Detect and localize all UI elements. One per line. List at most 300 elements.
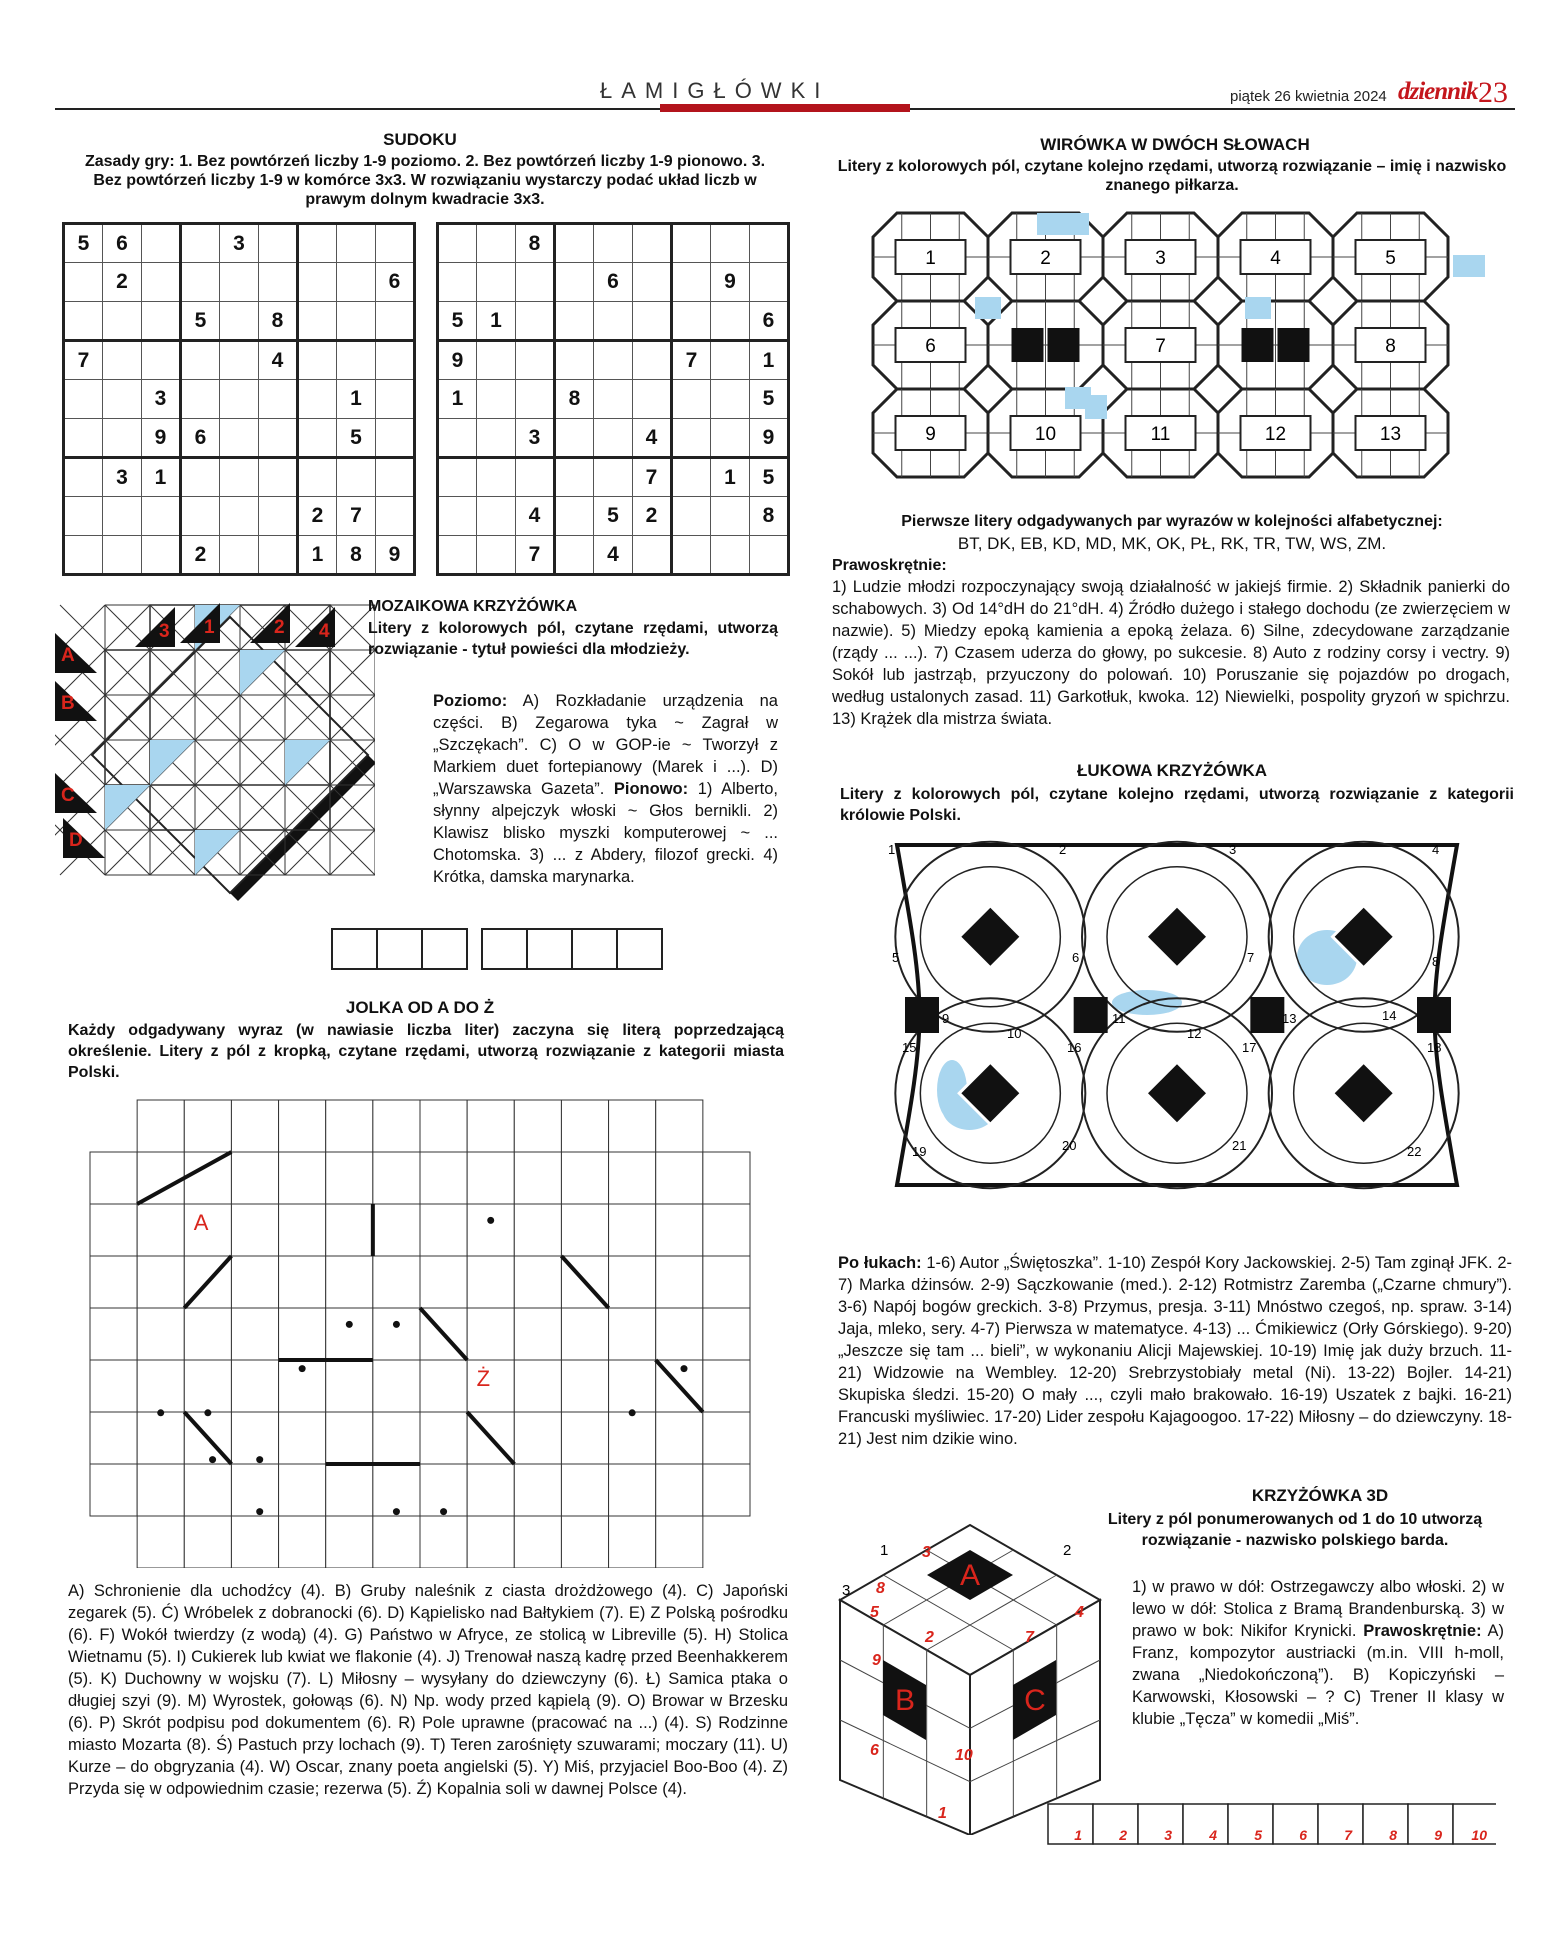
jolka-cell[interactable] bbox=[703, 1412, 750, 1464]
sudoku-cell[interactable] bbox=[64, 263, 103, 302]
jolka-cell[interactable] bbox=[514, 1204, 561, 1256]
sudoku-cell[interactable]: 1 bbox=[711, 458, 750, 497]
sudoku-cell[interactable]: 7 bbox=[672, 341, 711, 380]
jolka-cell[interactable] bbox=[609, 1256, 656, 1308]
jolka-cell[interactable] bbox=[420, 1152, 467, 1204]
jolka-cell[interactable] bbox=[561, 1464, 608, 1516]
sudoku-cell[interactable] bbox=[298, 341, 337, 380]
sudoku-cell[interactable] bbox=[259, 497, 298, 536]
jolka-cell[interactable] bbox=[373, 1204, 420, 1256]
jolka-cell[interactable] bbox=[514, 1152, 561, 1204]
sudoku-cell[interactable]: 3 bbox=[103, 458, 142, 497]
sudoku-cell[interactable]: 5 bbox=[337, 419, 376, 458]
sudoku-cell[interactable]: 5 bbox=[64, 224, 103, 263]
sudoku-cell[interactable] bbox=[516, 458, 555, 497]
jolka-cell[interactable] bbox=[137, 1360, 184, 1412]
krzyz3d-prawo: A) Franz, kompozytor austriacki (m.in. VIII h-moll, zwana „Niedokończoną”). B) Kopiczyński – Karwowski, Kłosowski – ? C) Trener II klasy w klubie „Tęcza” w komedii „Miś”. bbox=[1132, 1622, 1504, 1728]
sudoku-cell[interactable] bbox=[64, 536, 103, 575]
sudoku-cell[interactable] bbox=[672, 263, 711, 302]
sudoku-cell[interactable]: 9 bbox=[142, 419, 181, 458]
answer-box[interactable] bbox=[1228, 1804, 1273, 1844]
sudoku-cell[interactable] bbox=[711, 302, 750, 341]
sudoku-cell[interactable] bbox=[259, 536, 298, 575]
jolka-cell[interactable] bbox=[326, 1308, 373, 1360]
sudoku-cell[interactable] bbox=[672, 224, 711, 263]
answer-box[interactable] bbox=[527, 929, 572, 969]
sudoku-cell[interactable] bbox=[103, 341, 142, 380]
answer-box[interactable] bbox=[1318, 1804, 1363, 1844]
sudoku-cell[interactable]: 1 bbox=[438, 380, 477, 419]
jolka-cell[interactable] bbox=[514, 1464, 561, 1516]
sudoku-cell[interactable] bbox=[594, 302, 633, 341]
sudoku-cell[interactable]: 8 bbox=[555, 380, 594, 419]
jolka-cell[interactable] bbox=[656, 1256, 703, 1308]
sudoku-cell[interactable]: 6 bbox=[103, 224, 142, 263]
jolka-cell[interactable] bbox=[326, 1412, 373, 1464]
answer-box[interactable] bbox=[1093, 1804, 1138, 1844]
sudoku-cell[interactable]: 4 bbox=[594, 536, 633, 575]
sudoku-cell[interactable] bbox=[477, 263, 516, 302]
jolka-cell[interactable] bbox=[514, 1412, 561, 1464]
sudoku-cell[interactable] bbox=[594, 419, 633, 458]
sudoku-cell[interactable]: 8 bbox=[750, 497, 789, 536]
sudoku-cell[interactable] bbox=[376, 380, 415, 419]
answer-box[interactable] bbox=[1408, 1804, 1453, 1844]
sudoku-cell[interactable] bbox=[142, 302, 181, 341]
jolka-cell[interactable] bbox=[279, 1516, 326, 1568]
sudoku-cell[interactable] bbox=[220, 341, 259, 380]
sudoku-cell[interactable] bbox=[142, 497, 181, 536]
sudoku-cell[interactable] bbox=[516, 341, 555, 380]
jolka-cell[interactable] bbox=[90, 1412, 137, 1464]
sudoku-cell[interactable]: 9 bbox=[376, 536, 415, 575]
jolka-cell[interactable] bbox=[467, 1464, 514, 1516]
sudoku-cell[interactable]: 1 bbox=[298, 536, 337, 575]
jolka-cell[interactable] bbox=[609, 1204, 656, 1256]
sudoku-cell[interactable] bbox=[142, 263, 181, 302]
jolka-cell[interactable] bbox=[514, 1516, 561, 1568]
sudoku-cell[interactable] bbox=[555, 536, 594, 575]
jolka-cell[interactable] bbox=[231, 1100, 278, 1152]
sudoku-cell[interactable] bbox=[711, 497, 750, 536]
jolka-cell[interactable] bbox=[609, 1412, 656, 1464]
sudoku-cell[interactable] bbox=[103, 536, 142, 575]
sudoku-cell[interactable]: 7 bbox=[633, 458, 672, 497]
jolka-cell[interactable] bbox=[703, 1204, 750, 1256]
answer-box-number: 5 bbox=[1254, 1827, 1262, 1843]
jolka-cell[interactable] bbox=[231, 1516, 278, 1568]
sudoku-cell[interactable] bbox=[337, 224, 376, 263]
jolka-cell[interactable] bbox=[561, 1152, 608, 1204]
sudoku-cell[interactable]: 5 bbox=[181, 302, 220, 341]
sudoku-cell[interactable] bbox=[438, 536, 477, 575]
jolka-cell[interactable] bbox=[561, 1516, 608, 1568]
jolka-cell[interactable] bbox=[326, 1204, 373, 1256]
jolka-cell[interactable] bbox=[561, 1100, 608, 1152]
sudoku-cell[interactable] bbox=[750, 536, 789, 575]
jolka-cell[interactable] bbox=[514, 1100, 561, 1152]
jolka-cell[interactable] bbox=[184, 1100, 231, 1152]
jolka-cell[interactable] bbox=[656, 1204, 703, 1256]
jolka-cell[interactable] bbox=[326, 1152, 373, 1204]
sudoku-cell[interactable] bbox=[298, 263, 337, 302]
jolka-cell[interactable] bbox=[420, 1204, 467, 1256]
sudoku-cell[interactable] bbox=[181, 458, 220, 497]
jolka-cell[interactable] bbox=[279, 1308, 326, 1360]
jolka-cell[interactable] bbox=[184, 1308, 231, 1360]
sudoku-cell[interactable] bbox=[672, 458, 711, 497]
jolka-cell[interactable] bbox=[420, 1516, 467, 1568]
jolka-cell[interactable] bbox=[279, 1412, 326, 1464]
sudoku-cell[interactable]: 9 bbox=[711, 263, 750, 302]
sudoku-cell[interactable] bbox=[181, 263, 220, 302]
jolka-cell[interactable] bbox=[231, 1256, 278, 1308]
jolka-cell[interactable] bbox=[184, 1464, 231, 1516]
jolka-cell[interactable] bbox=[137, 1100, 184, 1152]
sudoku-cell[interactable]: 1 bbox=[337, 380, 376, 419]
sudoku-cell[interactable] bbox=[555, 224, 594, 263]
sudoku-cell[interactable] bbox=[181, 380, 220, 419]
sudoku-cell[interactable] bbox=[594, 458, 633, 497]
jolka-cell[interactable] bbox=[656, 1152, 703, 1204]
sudoku-cell[interactable] bbox=[555, 341, 594, 380]
jolka-cell[interactable] bbox=[561, 1412, 608, 1464]
sudoku-cell[interactable] bbox=[64, 380, 103, 419]
sudoku-cell[interactable] bbox=[103, 302, 142, 341]
jolka-cell[interactable] bbox=[279, 1256, 326, 1308]
sudoku-cell[interactable] bbox=[337, 263, 376, 302]
sudoku-cell[interactable] bbox=[438, 419, 477, 458]
page-number: 23 bbox=[1478, 76, 1508, 109]
sudoku-cell[interactable] bbox=[142, 224, 181, 263]
jolka-cell[interactable] bbox=[467, 1152, 514, 1204]
jolka-cell[interactable] bbox=[90, 1464, 137, 1516]
jolka-cell[interactable] bbox=[373, 1256, 420, 1308]
jolka-cell[interactable] bbox=[90, 1204, 137, 1256]
sudoku-cell[interactable] bbox=[750, 263, 789, 302]
jolka-cell[interactable] bbox=[137, 1516, 184, 1568]
sudoku-cell[interactable] bbox=[555, 263, 594, 302]
sudoku-cell[interactable] bbox=[259, 224, 298, 263]
sudoku-cell[interactable] bbox=[477, 341, 516, 380]
sudoku-cell[interactable] bbox=[477, 419, 516, 458]
sudoku-cell[interactable] bbox=[516, 380, 555, 419]
jolka-dot bbox=[393, 1508, 400, 1515]
answer-box[interactable] bbox=[377, 929, 422, 969]
sudoku-cell[interactable] bbox=[633, 341, 672, 380]
jolka-cell[interactable] bbox=[279, 1100, 326, 1152]
sudoku-cell[interactable] bbox=[337, 302, 376, 341]
sudoku-cell[interactable]: 2 bbox=[103, 263, 142, 302]
jolka-cell[interactable] bbox=[703, 1360, 750, 1412]
sudoku-cell[interactable]: 4 bbox=[516, 497, 555, 536]
jolka-cell[interactable] bbox=[467, 1308, 514, 1360]
sudoku-cell[interactable] bbox=[672, 536, 711, 575]
jolka-cell[interactable] bbox=[420, 1412, 467, 1464]
sudoku-cell[interactable] bbox=[711, 536, 750, 575]
sudoku-cell[interactable] bbox=[633, 380, 672, 419]
sudoku-cell[interactable]: 2 bbox=[633, 497, 672, 536]
sudoku-cell[interactable] bbox=[438, 497, 477, 536]
jolka-cell[interactable] bbox=[467, 1256, 514, 1308]
jolka-cell[interactable] bbox=[373, 1100, 420, 1152]
sudoku-cell[interactable] bbox=[220, 497, 259, 536]
sudoku-cell[interactable] bbox=[438, 263, 477, 302]
jolka-cell[interactable] bbox=[703, 1256, 750, 1308]
sudoku-cell[interactable] bbox=[555, 302, 594, 341]
jolka-cell[interactable] bbox=[184, 1516, 231, 1568]
sudoku-cell[interactable] bbox=[181, 497, 220, 536]
sudoku-cell[interactable] bbox=[181, 341, 220, 380]
sudoku-cell[interactable] bbox=[142, 341, 181, 380]
jolka-cell[interactable] bbox=[231, 1308, 278, 1360]
jolka-cell[interactable] bbox=[656, 1412, 703, 1464]
mozaikowa-label: A bbox=[61, 645, 75, 666]
sudoku-cell[interactable]: 7 bbox=[64, 341, 103, 380]
sudoku-cell[interactable]: 3 bbox=[142, 380, 181, 419]
jolka-cell[interactable] bbox=[703, 1308, 750, 1360]
jolka-cell[interactable] bbox=[231, 1464, 278, 1516]
sudoku-cell[interactable] bbox=[298, 380, 337, 419]
jolka-cell[interactable] bbox=[609, 1360, 656, 1412]
sudoku-cell[interactable] bbox=[516, 263, 555, 302]
sudoku-cell[interactable] bbox=[477, 497, 516, 536]
sudoku-cell[interactable]: 5 bbox=[750, 380, 789, 419]
jolka-cell[interactable] bbox=[467, 1516, 514, 1568]
jolka-cell[interactable] bbox=[184, 1152, 231, 1204]
sudoku-cell[interactable] bbox=[337, 458, 376, 497]
jolka-cell[interactable] bbox=[90, 1308, 137, 1360]
jolka-cell[interactable] bbox=[184, 1360, 231, 1412]
answer-box[interactable] bbox=[572, 929, 617, 969]
jolka-cell[interactable] bbox=[231, 1412, 278, 1464]
jolka-cell[interactable] bbox=[137, 1256, 184, 1308]
sudoku-cell[interactable] bbox=[259, 380, 298, 419]
answer-box[interactable] bbox=[482, 929, 527, 969]
sudoku-cell[interactable] bbox=[64, 497, 103, 536]
jolka-cell[interactable] bbox=[373, 1308, 420, 1360]
jolka-cell[interactable] bbox=[373, 1152, 420, 1204]
jolka-cell[interactable] bbox=[467, 1360, 514, 1412]
sudoku-cell[interactable]: 2 bbox=[181, 536, 220, 575]
sudoku-cell[interactable] bbox=[103, 497, 142, 536]
jolka-cell[interactable] bbox=[514, 1308, 561, 1360]
sudoku-cell[interactable] bbox=[64, 458, 103, 497]
jolka-cell[interactable] bbox=[231, 1204, 278, 1256]
sudoku-cell[interactable] bbox=[103, 419, 142, 458]
jolka-cell[interactable] bbox=[703, 1464, 750, 1516]
sudoku-cell[interactable]: 8 bbox=[516, 224, 555, 263]
sudoku-cell[interactable] bbox=[376, 341, 415, 380]
jolka-cell[interactable] bbox=[703, 1152, 750, 1204]
jolka-cell[interactable] bbox=[137, 1152, 184, 1204]
sudoku-cell[interactable] bbox=[477, 458, 516, 497]
sudoku-cell[interactable] bbox=[555, 497, 594, 536]
sudoku-cell[interactable]: 5 bbox=[438, 302, 477, 341]
sudoku-cell[interactable] bbox=[555, 458, 594, 497]
jolka-cell[interactable] bbox=[420, 1360, 467, 1412]
sudoku-cell[interactable] bbox=[220, 302, 259, 341]
sudoku-cell[interactable]: 9 bbox=[750, 419, 789, 458]
sudoku-cell[interactable] bbox=[337, 341, 376, 380]
jolka-cell[interactable] bbox=[467, 1204, 514, 1256]
sudoku-cell[interactable] bbox=[298, 224, 337, 263]
sudoku-cell[interactable] bbox=[220, 263, 259, 302]
jolka-cell[interactable] bbox=[137, 1464, 184, 1516]
jolka-cell[interactable] bbox=[326, 1360, 373, 1412]
jolka-cell[interactable] bbox=[231, 1360, 278, 1412]
jolka-cell[interactable] bbox=[137, 1204, 184, 1256]
sudoku-cell[interactable] bbox=[711, 380, 750, 419]
jolka-cell[interactable] bbox=[420, 1256, 467, 1308]
sudoku-cell[interactable] bbox=[633, 302, 672, 341]
jolka-cell[interactable] bbox=[373, 1360, 420, 1412]
jolka-cell[interactable] bbox=[326, 1100, 373, 1152]
sudoku-cell[interactable]: 3 bbox=[220, 224, 259, 263]
wirowka-number: 3 bbox=[1155, 248, 1166, 269]
answer-box[interactable] bbox=[1138, 1804, 1183, 1844]
sudoku-cell[interactable] bbox=[64, 302, 103, 341]
sudoku-cell[interactable] bbox=[711, 224, 750, 263]
sudoku-cell[interactable] bbox=[220, 458, 259, 497]
sudoku-cell[interactable]: 7 bbox=[516, 536, 555, 575]
sudoku-cell[interactable] bbox=[259, 419, 298, 458]
cube-red-number: 5 bbox=[870, 1604, 879, 1621]
jolka-cell[interactable] bbox=[514, 1360, 561, 1412]
jolka-cell[interactable] bbox=[609, 1152, 656, 1204]
jolka-cell[interactable] bbox=[656, 1308, 703, 1360]
sudoku-cell[interactable]: 6 bbox=[376, 263, 415, 302]
sudoku-cell[interactable] bbox=[298, 419, 337, 458]
sudoku-cell[interactable] bbox=[633, 224, 672, 263]
jolka-cell[interactable] bbox=[514, 1256, 561, 1308]
jolka-cell[interactable] bbox=[609, 1464, 656, 1516]
jolka-cell[interactable] bbox=[326, 1256, 373, 1308]
sudoku-cell[interactable] bbox=[376, 224, 415, 263]
jolka-cell[interactable] bbox=[326, 1516, 373, 1568]
sudoku-cell[interactable]: 6 bbox=[181, 419, 220, 458]
krzyz3d-clues-1: 1) w prawo w dół: Ostrzegawczy albo włoski. 2) w lewo w dół: Stolica z Bramą Brandenburską. 3) w prawo w bok: Nikifor Krynicki. bbox=[1132, 1578, 1504, 1640]
sudoku-cell[interactable] bbox=[103, 380, 142, 419]
jolka-cell[interactable] bbox=[467, 1100, 514, 1152]
sudoku-cell[interactable] bbox=[711, 341, 750, 380]
sudoku-cell[interactable] bbox=[711, 419, 750, 458]
answer-box[interactable] bbox=[422, 929, 467, 969]
sudoku-cell[interactable] bbox=[259, 458, 298, 497]
sudoku-cell[interactable]: 1 bbox=[477, 302, 516, 341]
answer-box[interactable] bbox=[1048, 1804, 1093, 1844]
sudoku-cell[interactable] bbox=[750, 224, 789, 263]
sudoku-cell[interactable] bbox=[181, 224, 220, 263]
jolka-cell[interactable] bbox=[656, 1516, 703, 1568]
jolka-cell[interactable] bbox=[326, 1464, 373, 1516]
sudoku-cell[interactable] bbox=[594, 341, 633, 380]
jolka-cell[interactable] bbox=[561, 1360, 608, 1412]
sudoku-cell[interactable] bbox=[376, 497, 415, 536]
sudoku-cell[interactable] bbox=[142, 536, 181, 575]
sudoku-cell[interactable] bbox=[672, 497, 711, 536]
sudoku-cell[interactable]: 5 bbox=[594, 497, 633, 536]
jolka-cell[interactable] bbox=[279, 1204, 326, 1256]
jolka-cell[interactable] bbox=[656, 1100, 703, 1152]
sudoku-cell[interactable] bbox=[477, 536, 516, 575]
sudoku-cell[interactable]: 8 bbox=[337, 536, 376, 575]
jolka-cell[interactable] bbox=[90, 1256, 137, 1308]
lukowa-number: 1 bbox=[888, 842, 896, 857]
jolka-cell[interactable] bbox=[656, 1464, 703, 1516]
answer-box[interactable] bbox=[1183, 1804, 1228, 1844]
sudoku-cell[interactable] bbox=[220, 419, 259, 458]
answer-box[interactable] bbox=[1273, 1804, 1318, 1844]
sudoku-cell[interactable] bbox=[672, 380, 711, 419]
sudoku-cell[interactable] bbox=[633, 263, 672, 302]
sudoku-cell[interactable] bbox=[594, 380, 633, 419]
jolka-cell[interactable] bbox=[373, 1412, 420, 1464]
sudoku-cell[interactable]: 6 bbox=[594, 263, 633, 302]
sudoku-cell[interactable] bbox=[516, 302, 555, 341]
sudoku-cell[interactable] bbox=[555, 419, 594, 458]
sudoku-cell[interactable]: 9 bbox=[438, 341, 477, 380]
sudoku-cell[interactable] bbox=[64, 419, 103, 458]
jolka-cell[interactable] bbox=[279, 1152, 326, 1204]
jolka-cell[interactable] bbox=[373, 1516, 420, 1568]
sudoku-cell[interactable] bbox=[376, 419, 415, 458]
jolka-cell[interactable] bbox=[561, 1204, 608, 1256]
sudoku-cell[interactable]: 6 bbox=[750, 302, 789, 341]
jolka-cell[interactable] bbox=[609, 1516, 656, 1568]
jolka-cell[interactable] bbox=[137, 1308, 184, 1360]
sudoku-cell[interactable] bbox=[298, 302, 337, 341]
answer-box[interactable] bbox=[1363, 1804, 1408, 1844]
jolka-cell[interactable] bbox=[561, 1308, 608, 1360]
jolka-cell[interactable] bbox=[420, 1100, 467, 1152]
sudoku-cell[interactable] bbox=[672, 419, 711, 458]
sudoku-cell[interactable] bbox=[594, 224, 633, 263]
sudoku-cell[interactable] bbox=[633, 536, 672, 575]
sudoku-cell[interactable] bbox=[298, 458, 337, 497]
sudoku-cell[interactable]: 2 bbox=[298, 497, 337, 536]
jolka-cell[interactable] bbox=[279, 1464, 326, 1516]
jolka-cell[interactable] bbox=[609, 1100, 656, 1152]
sudoku-cell[interactable]: 8 bbox=[259, 302, 298, 341]
sudoku-cell[interactable]: 4 bbox=[633, 419, 672, 458]
jolka-cell[interactable] bbox=[90, 1152, 137, 1204]
sudoku-cell[interactable] bbox=[438, 458, 477, 497]
sudoku-cell[interactable]: 4 bbox=[259, 341, 298, 380]
jolka-cell[interactable] bbox=[231, 1152, 278, 1204]
jolka-cell[interactable] bbox=[609, 1308, 656, 1360]
answer-box[interactable] bbox=[617, 929, 662, 969]
sudoku-cell[interactable] bbox=[672, 302, 711, 341]
sudoku-cell[interactable]: 5 bbox=[750, 458, 789, 497]
sudoku-cell[interactable] bbox=[220, 380, 259, 419]
sudoku-cell[interactable] bbox=[477, 380, 516, 419]
sudoku-cell[interactable] bbox=[259, 263, 298, 302]
sudoku-cell[interactable]: 1 bbox=[750, 341, 789, 380]
sudoku-cell[interactable] bbox=[438, 224, 477, 263]
sudoku-cell[interactable] bbox=[376, 458, 415, 497]
answer-box-number: 1 bbox=[1074, 1827, 1082, 1843]
sudoku-cell[interactable] bbox=[477, 224, 516, 263]
jolka-cell[interactable] bbox=[90, 1360, 137, 1412]
sudoku-cell[interactable] bbox=[220, 536, 259, 575]
sudoku-cell[interactable]: 7 bbox=[337, 497, 376, 536]
jolka-cell[interactable] bbox=[137, 1412, 184, 1464]
sudoku-cell[interactable] bbox=[376, 302, 415, 341]
sudoku-cell[interactable]: 1 bbox=[142, 458, 181, 497]
sudoku-cell[interactable]: 3 bbox=[516, 419, 555, 458]
answer-box[interactable] bbox=[332, 929, 377, 969]
